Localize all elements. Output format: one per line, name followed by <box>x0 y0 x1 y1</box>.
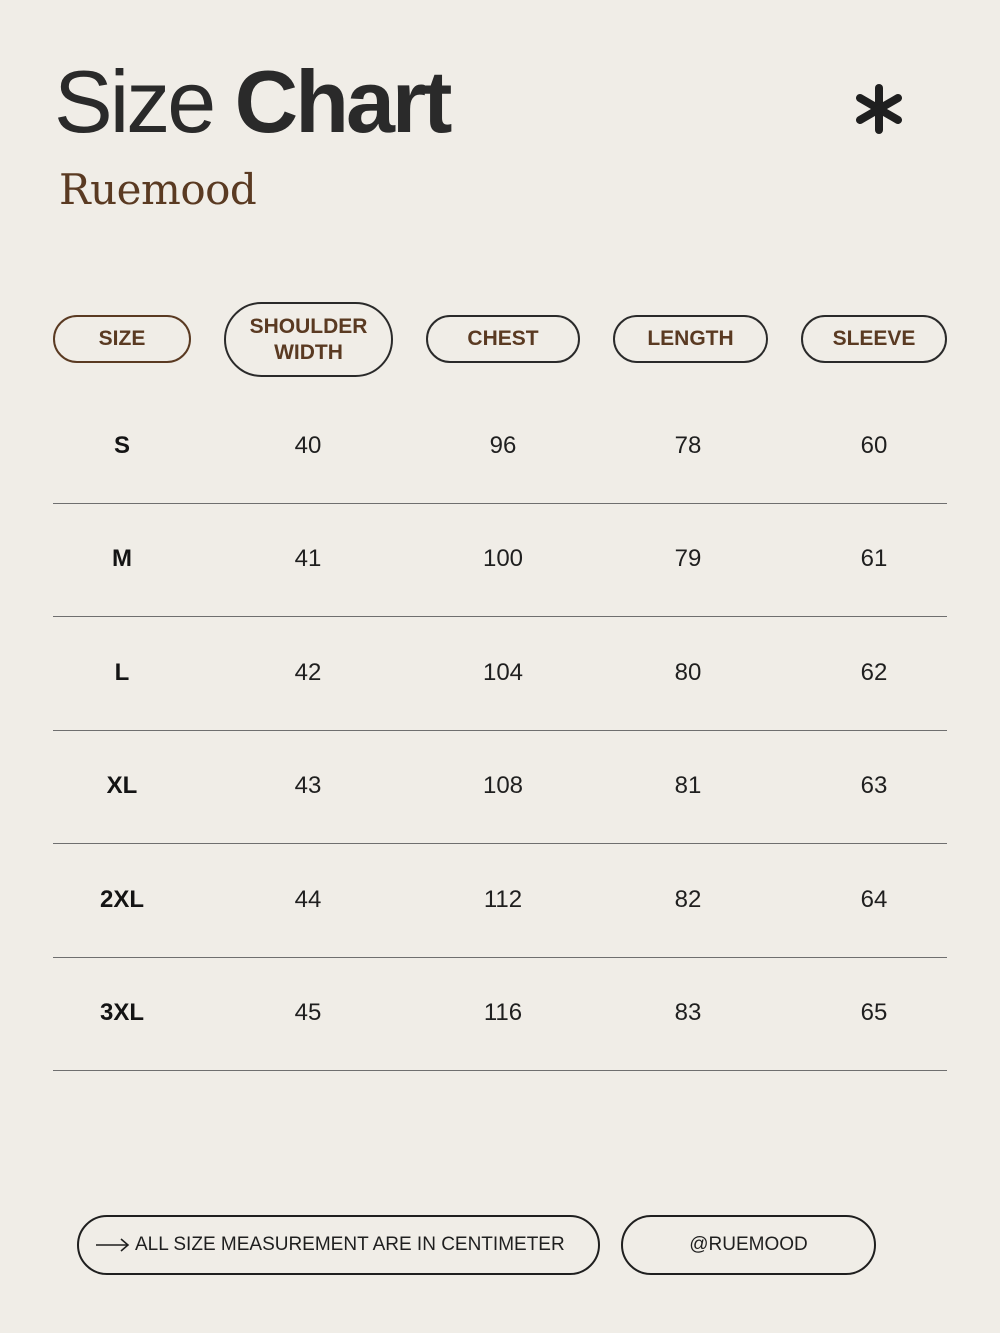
header-chest: CHEST <box>426 315 580 363</box>
table-cell: 43 <box>294 772 322 800</box>
row-divider <box>53 1070 947 1071</box>
size-label: XL <box>106 772 138 800</box>
table-cell: 80 <box>674 658 702 686</box>
size-label: M <box>112 545 132 573</box>
row-divider <box>53 616 947 617</box>
table-cell: 108 <box>482 772 524 800</box>
title-bold: Chart <box>234 52 450 151</box>
table-cell: 60 <box>860 432 888 459</box>
size-label: 3XL <box>99 999 144 1026</box>
table-cell: 42 <box>294 658 322 686</box>
arrow-right-icon <box>95 1237 131 1253</box>
page-title <box>54 52 449 152</box>
table-cell: 81 <box>674 772 702 800</box>
size-label: L <box>114 658 130 686</box>
table-cell: 83 <box>674 999 702 1026</box>
table-cell: 112 <box>483 885 523 913</box>
header-shoulder-width: SHOULDER WIDTH <box>224 302 393 377</box>
social-handle: @RUEMOOD <box>621 1215 876 1275</box>
title-light: Size <box>54 52 214 151</box>
table-cell: 79 <box>674 545 702 573</box>
table-cell: 78 <box>674 432 702 459</box>
row-divider <box>53 843 947 844</box>
table-cell: 82 <box>674 885 702 913</box>
table-cell: 41 <box>294 545 322 573</box>
header-length: LENGTH <box>613 315 768 363</box>
table-cell: 116 <box>483 999 523 1026</box>
header-sleeve: SLEEVE <box>801 315 947 363</box>
table-cell: 63 <box>860 772 888 800</box>
table-cell: 44 <box>294 885 322 913</box>
note-text: ALL SIZE MEASUREMENT ARE IN CENTIMETER <box>135 1234 565 1255</box>
table-cell: 65 <box>860 999 888 1026</box>
table-cell: 61 <box>860 545 888 573</box>
table-cell: 96 <box>489 432 517 459</box>
row-divider <box>53 503 947 504</box>
table-cell: 64 <box>860 885 888 913</box>
table-cell: 40 <box>294 432 322 459</box>
row-divider <box>53 957 947 958</box>
size-label: S <box>113 432 130 459</box>
table-cell: 104 <box>482 658 524 686</box>
table-cell: 62 <box>860 658 888 686</box>
header-size: SIZE <box>53 315 191 363</box>
brand-name: Ruemood <box>59 165 257 214</box>
size-label: 2XL <box>99 885 144 913</box>
table-cell: 100 <box>482 545 524 573</box>
row-divider <box>53 730 947 731</box>
table-cell: 45 <box>294 999 322 1026</box>
measurement-note <box>77 1215 600 1275</box>
asterisk-icon <box>852 82 906 136</box>
